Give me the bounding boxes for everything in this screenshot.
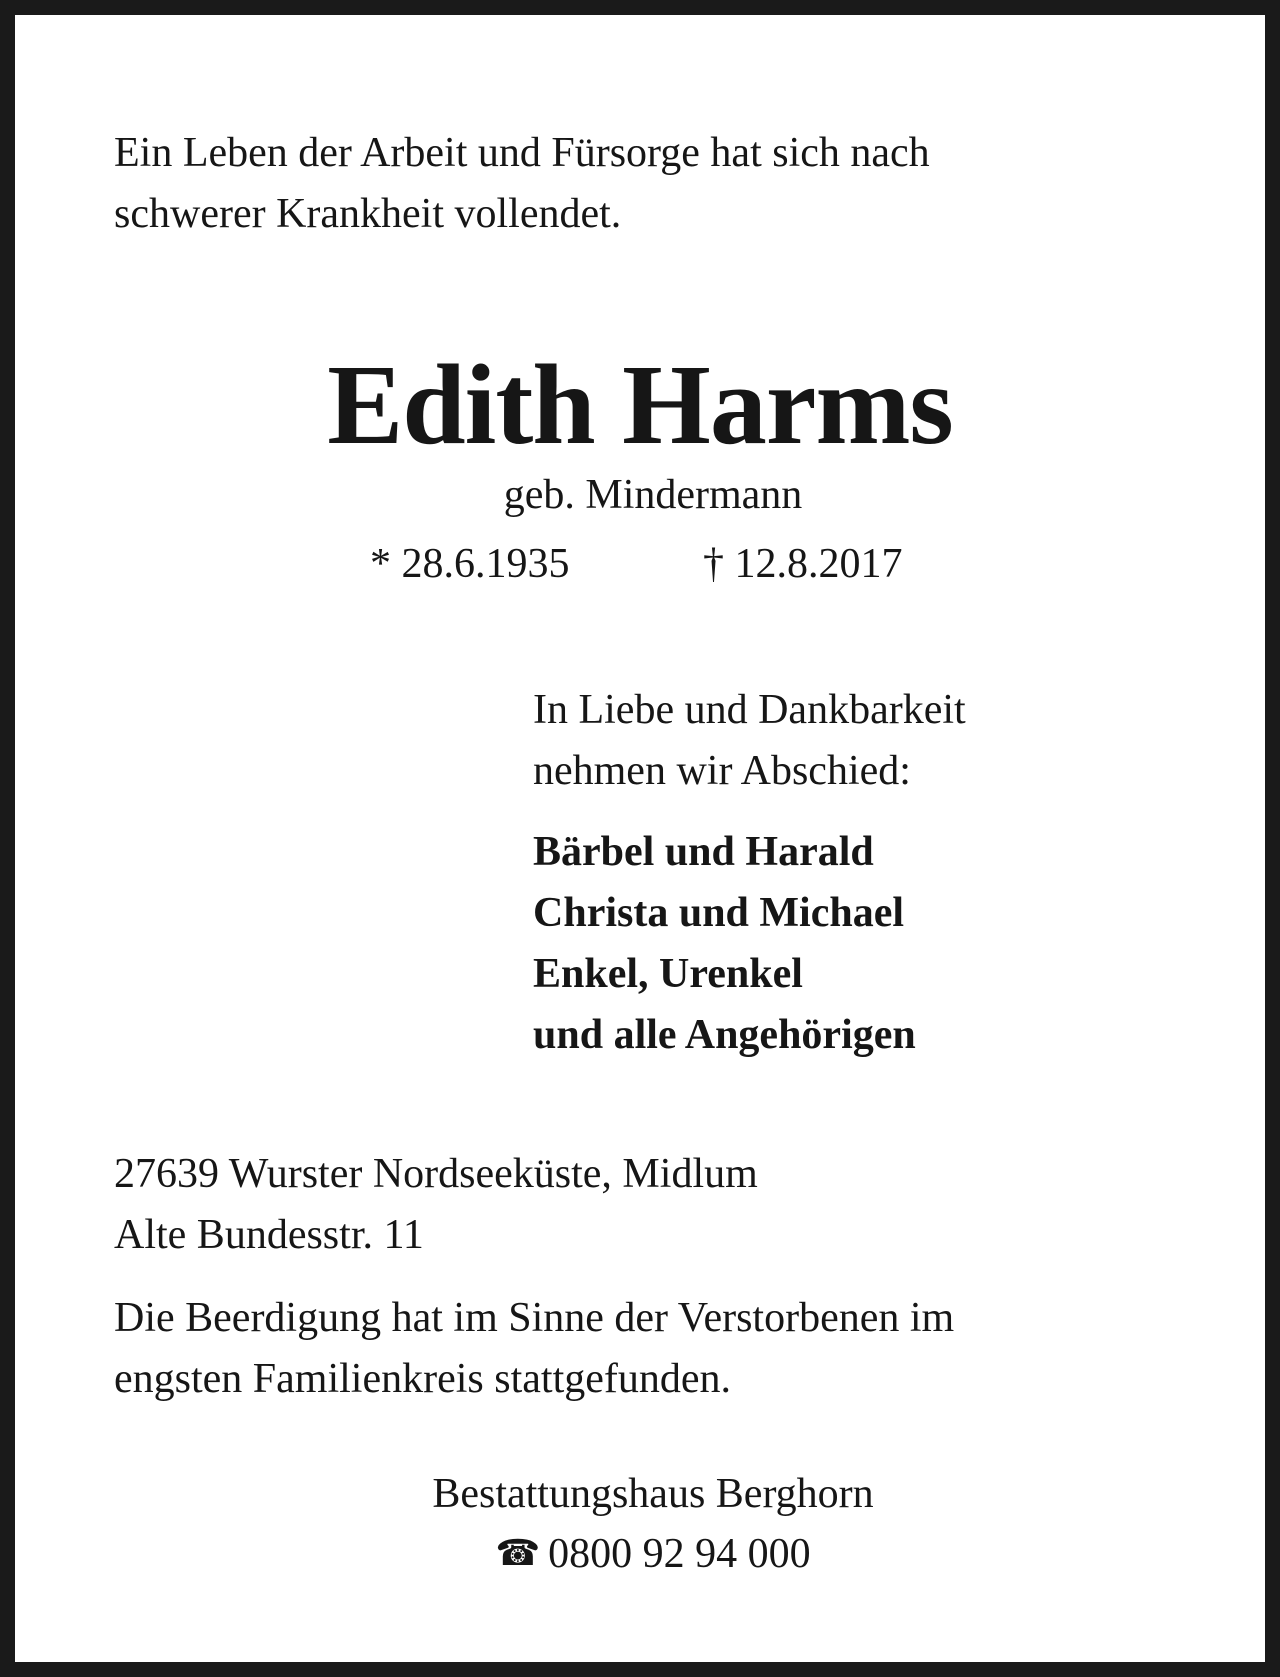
- mourner-entry: und alle Angehörigen: [533, 1012, 916, 1058]
- funeral-note-line-1: Die Beerdigung hat im Sinne der Verstorbenen im: [114, 1295, 955, 1341]
- mourner-entry: Enkel, Urenkel: [533, 951, 803, 997]
- mourner-entry: Bärbel und Harald: [533, 829, 874, 875]
- undertaker-phone-line: [15, 1524, 1280, 1584]
- address-line-2: Alte Bundesstr. 11: [114, 1212, 424, 1258]
- undertaker-phone-number: 0800 92 94 000: [548, 1531, 811, 1577]
- opening-line-1: Ein Leben der Arbeit und Fürsorge hat sich nach: [114, 130, 930, 176]
- funeral-note-line-2: engsten Familienkreis stattgefunden.: [114, 1356, 732, 1402]
- mourners-list: [533, 822, 916, 1066]
- undertaker-name: Bestattungshaus Berghorn: [432, 1471, 874, 1517]
- farewell-line-1: In Liebe und Dankbarkeit: [533, 687, 966, 733]
- maiden-name: geb. Mindermann: [503, 472, 803, 518]
- mourner-entry: Christa und Michael: [533, 890, 905, 936]
- birth-date: * 28.6.1935: [370, 541, 570, 587]
- opening-text: [114, 123, 930, 245]
- opening-line-2: schwerer Krankheit vollendet.: [114, 191, 622, 237]
- deceased-name: Edith Harms: [327, 341, 953, 468]
- telephone-icon: ☎: [495, 1533, 541, 1574]
- death-date: † 12.8.2017: [703, 541, 903, 587]
- family-address: [114, 1144, 758, 1266]
- funeral-note: [114, 1288, 954, 1410]
- farewell-text: [533, 680, 966, 802]
- farewell-line-2: nehmen wir Abschied:: [533, 748, 911, 794]
- address-line-1: 27639 Wurster Nordseeküste, Midlum: [114, 1151, 758, 1197]
- undertaker-info: [15, 1464, 1280, 1584]
